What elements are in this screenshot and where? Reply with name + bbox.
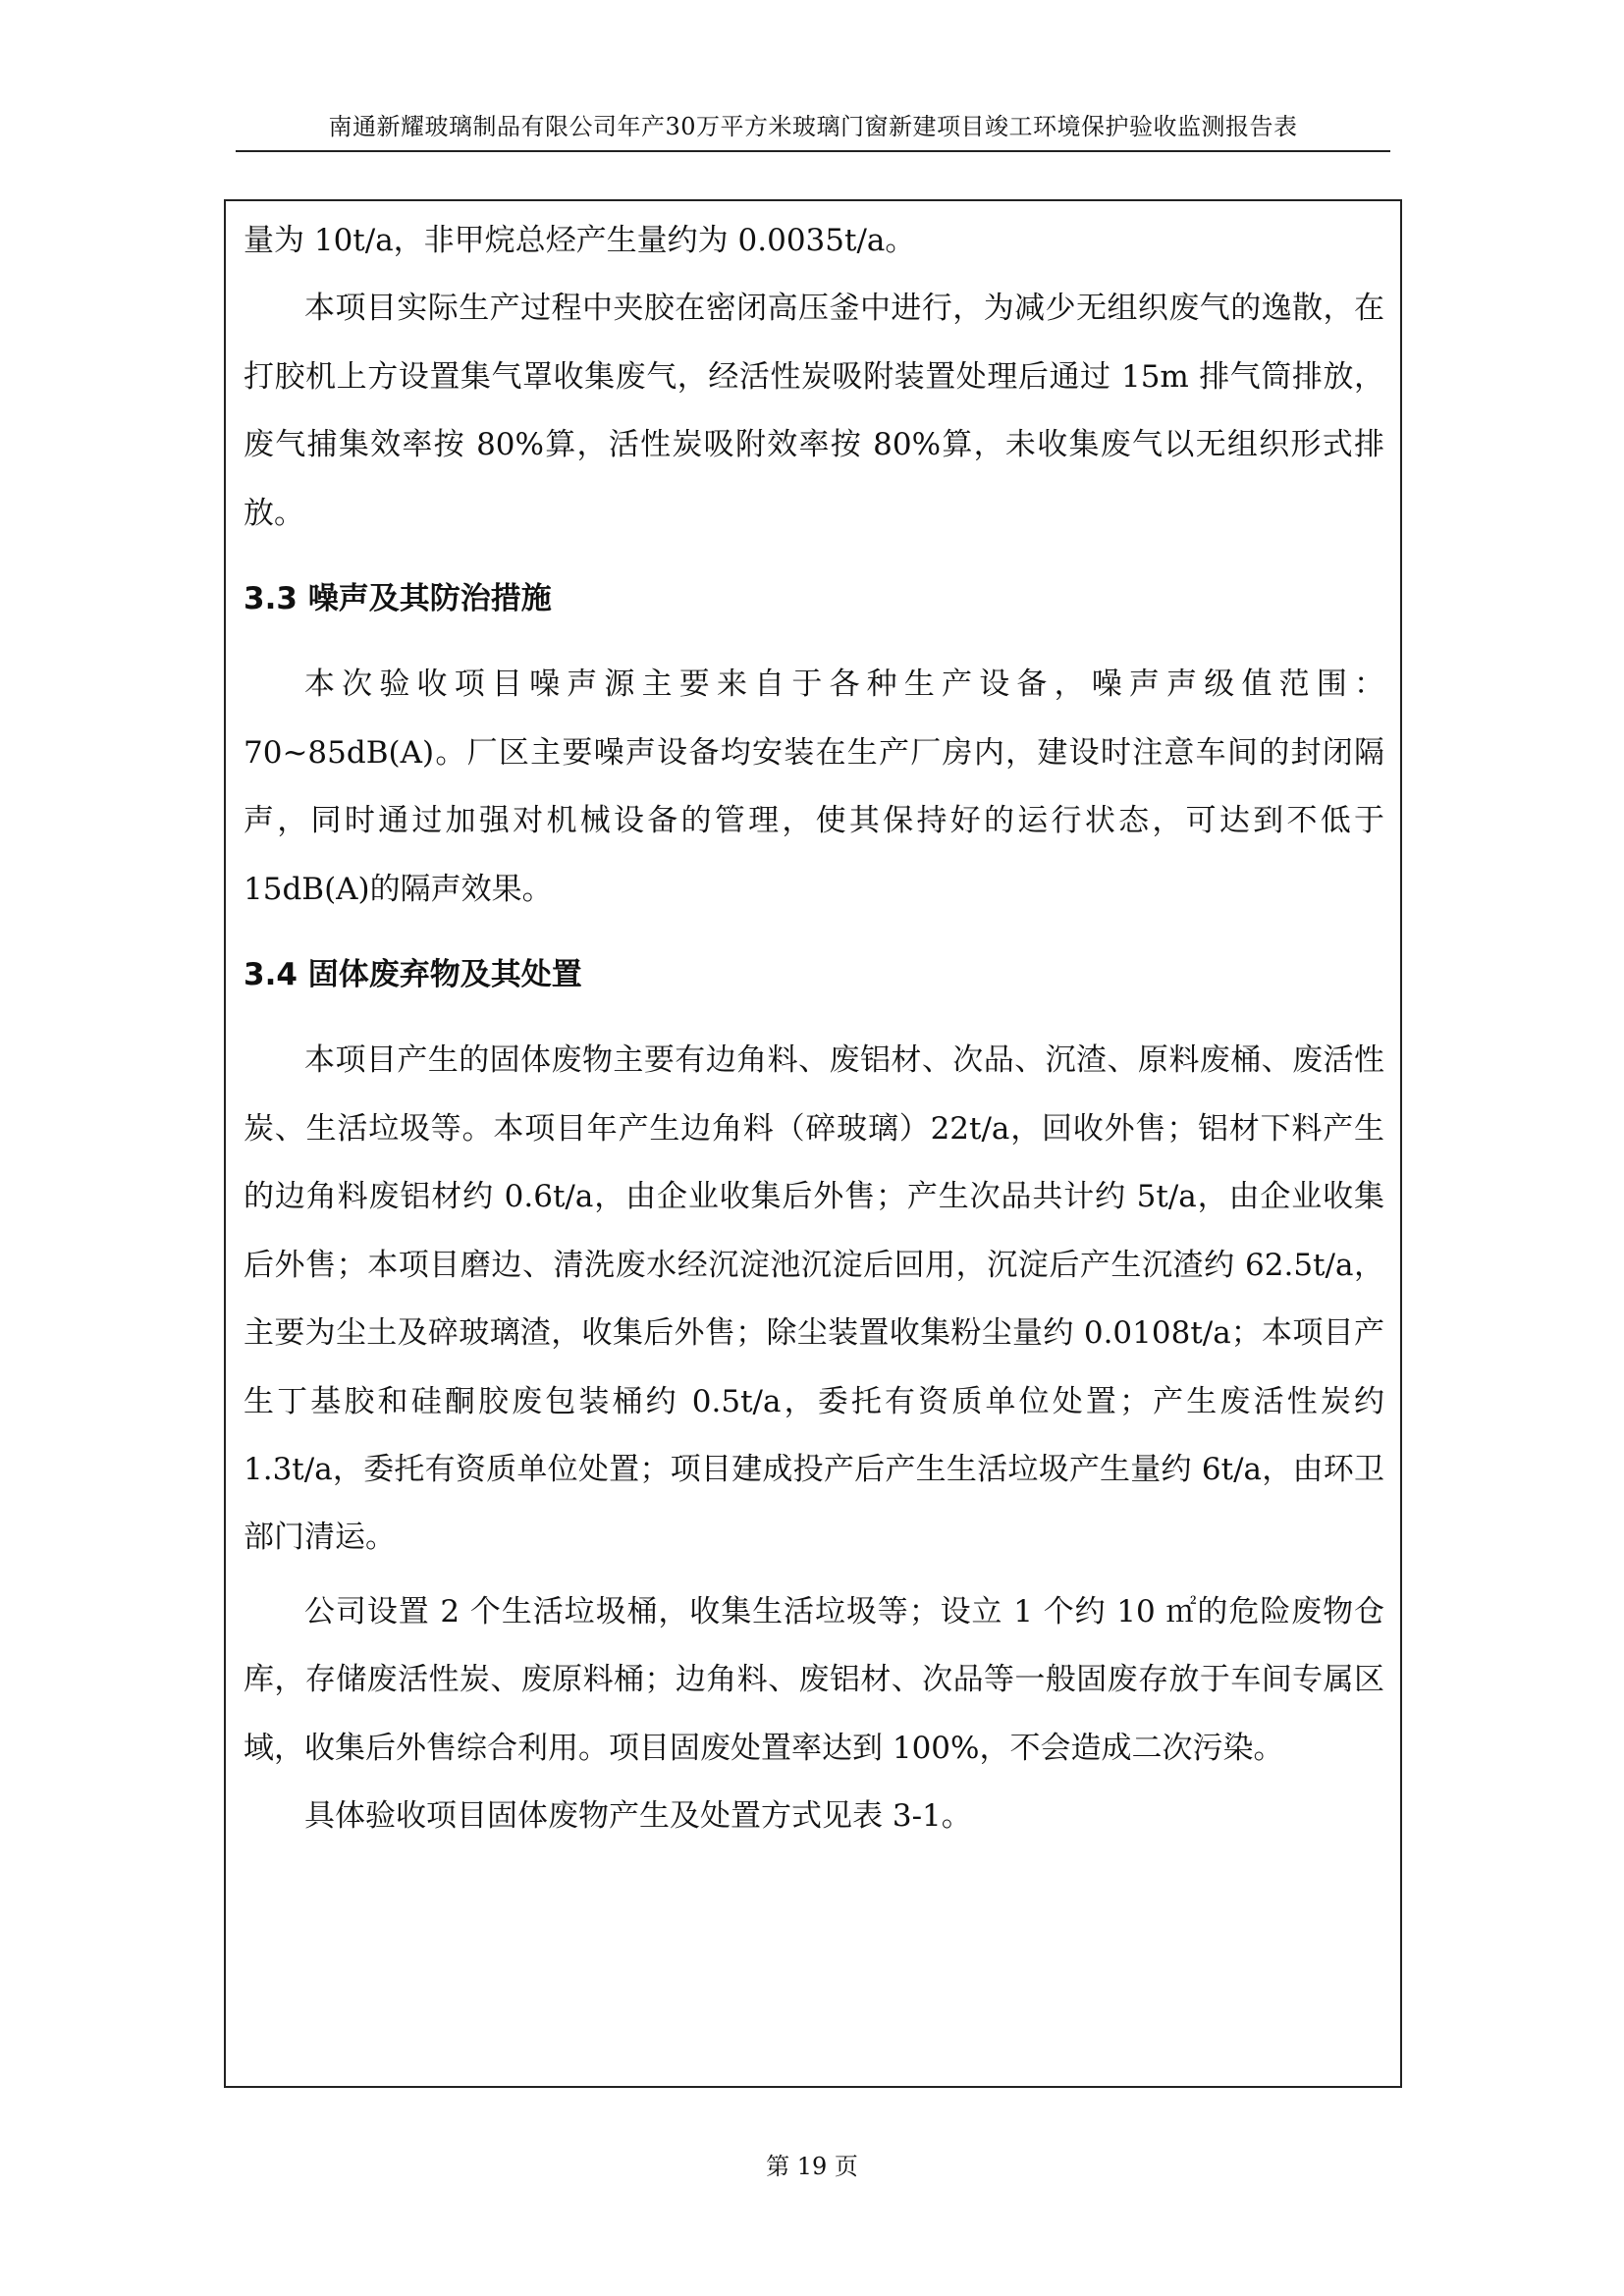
paragraph-waste-storage: 公司设置 2 个生活垃圾桶，收集生活垃圾等；设立 1 个约 10 ㎡的危险废物仓库，存储废活性炭、废原料桶；边角料、废铝材、次品等一般固废存放于车间专属区域，收集后外售综合利用。项目固废处置率达到 100%，不会造成二次污染。: [244, 1593, 1384, 1766]
section-heading-solid-waste: 3.4 固体废弃物及其处置: [244, 957, 582, 993]
report-content-box: [224, 199, 1402, 2088]
paragraph-table-reference: 具体验收项目固体废物产生及处置方式见表 3-1。: [304, 1797, 972, 1834]
section-heading-noise: 3.3 噪声及其防治措施: [244, 581, 552, 617]
page-number: 第 19 页: [766, 2153, 858, 2180]
paragraph-solid-waste-sources: 本项目产生的固体废物主要有边角料、废铝材、次品、沉渣、原料废桶、废活性炭、生活垃圾等。本项目年产生边角料（碎玻璃）22t/a，回收外售；铝材下料产生的边角料废铝材约 0.6t/a，由企业收集后外售；产生次品共计约 5t/a，由企业收集后外售；本项目磨边、清洗废水经沉淀池沉淀后回用，沉淀后产生沉渣约 62.5t/a，主要为尘土及碎玻璃渣，收集后外售；除尘装置收集粉尘量约 0.0108t/a；本项目产生丁基胶和硅酮胶废包装桶约 0.5t/a，委托有资质单位处置；产生废活性炭约 1.3t/a，委托有资质单位处置；项目建成投产后产生生活垃圾产生量约 6t/a，由环卫部门清运。: [244, 1042, 1384, 1556]
paragraph-waste-gas-treatment: 本项目实际生产过程中夹胶在密闭高压釜中进行，为减少无组织废气的逸散，在打胶机上方设置集气罩收集废气，经活性炭吸附装置处理后通过 15m 排气筒排放，废气捕集效率按 80%算，活性炭吸附效率按 80%算，未收集废气以无组织形式排放。: [244, 291, 1384, 531]
header-divider: [236, 150, 1390, 152]
report-body: [244, 207, 1384, 1850]
page-header-title: 南通新耀玻璃制品有限公司年产30万平方米玻璃门窗新建项目竣工环境保护验收监测报告表: [328, 113, 1298, 140]
paragraph-emission-amount: 量为 10t/a，非甲烷总烃产生量约为 0.0035t/a。: [244, 223, 916, 258]
paragraph-noise-measures: 本次验收项目噪声源主要来自于各种生产设备，噪声声级值范围：70~85dB(A)。厂区主要噪声设备均安装在生产厂房内，建设时注意车间的封闭隔声，同时通过加强对机械设备的管理，使其保持好的运行状态，可达到不低于 15dB(A)的隔声效果。: [244, 667, 1384, 907]
